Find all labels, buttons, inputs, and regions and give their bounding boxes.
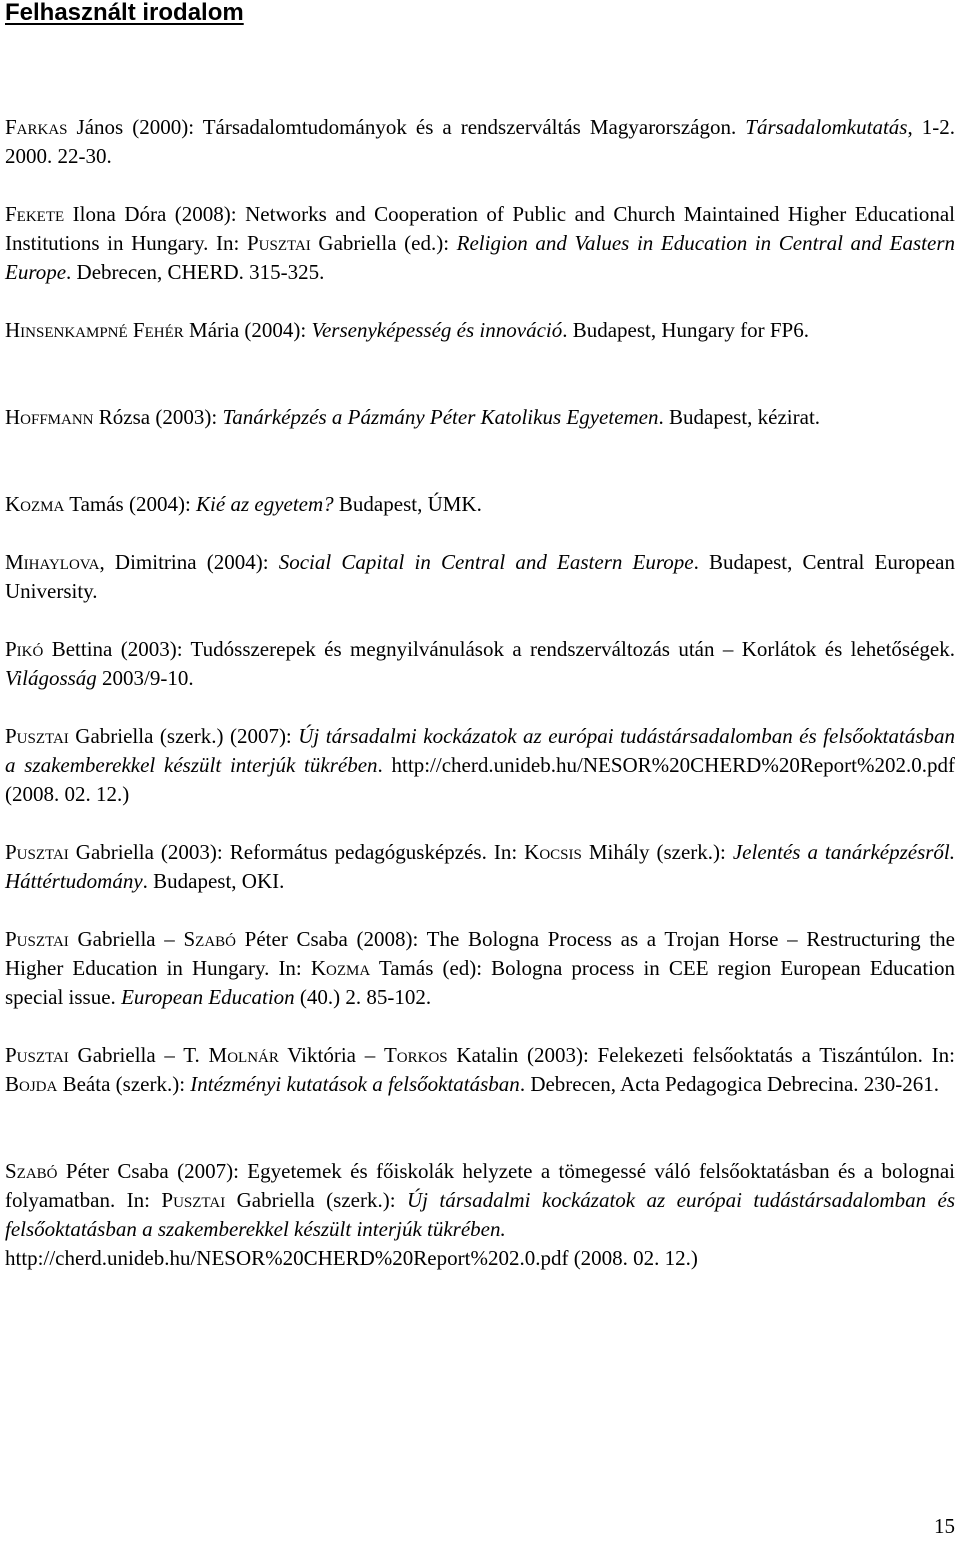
author-name: Bojda xyxy=(5,1072,58,1096)
citation-text: Gabriella – xyxy=(68,927,184,951)
section-heading: Felhasznált irodalom xyxy=(5,0,244,26)
page-number: 15 xyxy=(934,1514,955,1538)
work-title: Versenyképesség és innováció xyxy=(311,318,563,342)
author-name: Pusztai xyxy=(161,1188,226,1212)
citation-text: Mária (2004): xyxy=(183,318,312,342)
work-title: Intézményi kutatások a felsőoktatásban xyxy=(190,1072,520,1096)
author-name: Pusztai xyxy=(5,1043,69,1067)
reference-hoffmann xyxy=(5,403,955,432)
reference-farkas xyxy=(5,113,955,171)
reference-mihaylova xyxy=(5,548,955,606)
citation-text: Péter Csaba (2008): The Bologna Process as a Trojan Horse – Restructuring the Higher Education in Hungary. In: xyxy=(5,927,956,980)
author-name: Mihaylova xyxy=(5,550,100,574)
reference-szabo xyxy=(5,1157,955,1273)
reference-pusztai-2007 xyxy=(5,722,955,809)
author-name: Pusztai xyxy=(5,840,69,864)
work-title: Tanárképzés a Pázmány Péter Katolikus Egyetemen xyxy=(222,405,659,429)
citation-text: Rózsa (2003): xyxy=(93,405,223,429)
citation-text: Budapest, ÚMK. xyxy=(333,492,482,516)
citation-text: . Budapest, Central European University. xyxy=(5,550,955,603)
work-title: Társadalomkutatás xyxy=(745,115,908,139)
citation-text: , Dimitrina (2004): xyxy=(99,550,279,574)
citation-text: , 1-2. 2000. 22-30. xyxy=(5,115,955,168)
citation-text: Gabriella (szerk.): xyxy=(225,1188,407,1212)
citation-text: . Budapest, kézirat. xyxy=(658,405,821,429)
citation-text: (40.) 2. 85-102. xyxy=(294,985,432,1009)
author-name: Pusztai xyxy=(5,927,69,951)
work-title: Új társadalmi kockázatok az európai tudástársadalomban és felsőoktatásban a szakemberekkel készült interjúk tükrében. xyxy=(5,1188,955,1241)
citation-text: . Debrecen, Acta Pedagogica Debrecina. 230-261. xyxy=(519,1072,940,1096)
citation-text: Tamás (2004): xyxy=(64,492,197,516)
reference-hinsenkampne xyxy=(5,316,955,345)
citation-text: Gabriella (2003): Református pedagógusképzés. In: xyxy=(68,840,525,864)
reference-piko xyxy=(5,635,955,693)
reference-fekete xyxy=(5,200,955,287)
reference-pusztai-molnar-torkos xyxy=(5,1041,955,1099)
citation-text: . Budapest, OKI. xyxy=(142,869,285,893)
citation-text: Viktória – xyxy=(278,1043,384,1067)
author-name: Kozma xyxy=(310,956,371,980)
author-name: Molnár xyxy=(208,1043,279,1067)
work-title: Világosság xyxy=(5,666,97,690)
citation-text: Gabriella – T. xyxy=(68,1043,209,1067)
citation-text: Katalin (2003): Felekezeti felsőoktatás a Tiszántúlon. In: xyxy=(447,1043,955,1067)
author-name: Pusztai xyxy=(5,724,69,748)
citation-text: Mihály (szerk.): xyxy=(581,840,733,864)
citation-text: Ilona Dóra (2008): Networks and Cooperation of Public and Church Maintained Higher Educational Institutions in Hungary. In: xyxy=(5,202,955,255)
work-title: Új társadalmi kockázatok az európai tudástársadalomban és felsőoktatásban a szakemberekkel készült interjúk tükrében xyxy=(5,724,955,777)
author-name: Szabó xyxy=(183,927,236,951)
reference-pusztai-2003 xyxy=(5,838,955,896)
author-name: Farkas xyxy=(5,115,68,139)
author-name: Szabó xyxy=(5,1159,58,1183)
author-name: Torkos xyxy=(383,1043,448,1067)
author-name: Hinsenkampné xyxy=(5,318,128,342)
reference-pusztai-szabo xyxy=(5,925,955,1012)
author-name: Fehér xyxy=(132,318,184,342)
citation-text: Bettina (2003): Tudósszerepek és megnyilvánulások a rendszerváltozás után – Korlátok és lehetőségek. xyxy=(43,637,955,661)
citation-text: Gabriella (szerk.) (2007): xyxy=(68,724,299,748)
citation-text: . Budapest, Hungary for FP6. xyxy=(562,318,809,342)
citation-text: 2003/9-10. xyxy=(96,666,194,690)
work-title: Social Capital in Central and Eastern Europe xyxy=(278,550,694,574)
author-name: Hoffmann xyxy=(5,405,94,429)
citation-text: Péter Csaba (2007): Egyetemek és főiskolák helyzete a tömegessé váló felsőoktatásban és a bolognai folyamatban. In: xyxy=(5,1159,955,1212)
citation-text: Beáta (szerk.): xyxy=(57,1072,191,1096)
work-title: Religion and Values in Education in Central and Eastern Europe xyxy=(5,231,955,284)
citation-text: . Debrecen, CHERD. 315-325. xyxy=(66,260,325,284)
work-title: European Education xyxy=(121,985,295,1009)
author-name: Fekete xyxy=(5,202,65,226)
reference-url: http://cherd.unideb.hu/NESOR%20CHERD%20Report%202.0.pdf (2008. 02. 12.) xyxy=(5,1246,698,1270)
work-title: Kié az egyetem? xyxy=(196,492,334,516)
citation-text: Tamás (ed): Bologna process in CEE region European Education special issue. xyxy=(5,956,955,1009)
citation-text: Gabriella (ed.): xyxy=(310,231,457,255)
work-title: Jelentés a tanárképzésről. Háttértudomány xyxy=(5,840,956,893)
reference-kozma xyxy=(5,490,955,519)
author-name: Pikó xyxy=(5,637,44,661)
citation-text: . http://cherd.unideb.hu/NESOR%20CHERD%20Report%202.0.pdf (2008. 02. 12.) xyxy=(5,753,955,806)
author-name: Kozma xyxy=(5,492,65,516)
author-name: Kocsis xyxy=(524,840,582,864)
citation-text: János (2000): Társadalomtudományok és a rendszerváltás Magyarországon. xyxy=(67,115,746,139)
author-name: Pusztai xyxy=(246,231,311,255)
